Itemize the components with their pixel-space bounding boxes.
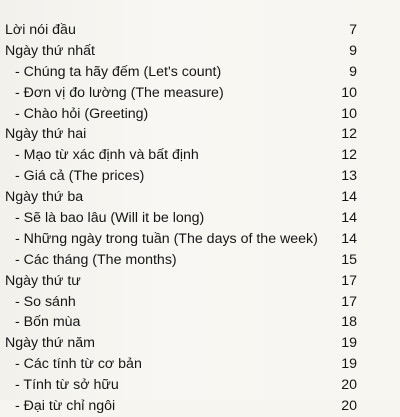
- toc-page-number: 9: [349, 42, 357, 59]
- toc-entry-title: - Các tháng (The months): [15, 251, 177, 268]
- toc-page-number: 14: [341, 189, 357, 206]
- toc-page-number: 7: [349, 22, 357, 38]
- toc-entry-title: Ngày thứ năm: [5, 335, 95, 352]
- toc-entry-title: - Mạo từ xác định và bất định: [15, 147, 199, 164]
- toc-page-number: 20: [341, 398, 357, 415]
- toc-entry-title: - Bốn mùa: [15, 314, 81, 331]
- table-of-contents: [5, 10, 357, 417]
- toc-page-number: 10: [341, 84, 357, 101]
- toc-page-number: 15: [341, 251, 357, 268]
- toc-entry-title: Ngày thứ ba: [5, 189, 84, 206]
- toc-chapter: [5, 187, 357, 208]
- toc-subentry: [5, 166, 357, 187]
- toc-subentry: [5, 354, 357, 375]
- toc-entry-title: Ngày thứ tư: [5, 272, 81, 289]
- toc-entry-title: - Các tính từ cơ bản: [15, 356, 142, 373]
- toc-subentry: [5, 375, 357, 396]
- toc-entry-title: - So sánh: [15, 293, 76, 310]
- toc-subentry: [5, 104, 357, 125]
- toc-entry-title: - Những ngày trong tuần (The days of the week): [15, 230, 318, 247]
- toc-page-number: 12: [341, 147, 357, 164]
- toc-entry-title: Ngày thứ nhất: [5, 42, 95, 59]
- toc-page-number: 20: [341, 377, 357, 394]
- toc-subentry: [5, 229, 357, 250]
- toc-subentry: [5, 250, 357, 271]
- toc-chapter: [5, 124, 357, 145]
- toc-entry-title: - Tính từ sở hữu: [15, 377, 119, 394]
- toc-page-number: 12: [341, 126, 357, 143]
- toc-subentry: [5, 208, 357, 229]
- toc-page-number: 17: [341, 272, 357, 289]
- toc-entry-title: - Đại từ chỉ ngôi: [15, 398, 116, 415]
- toc-subentry: [5, 145, 357, 166]
- toc-chapter: [5, 333, 357, 354]
- toc-subentry: [5, 312, 357, 333]
- toc-subentry: [5, 62, 357, 83]
- toc-entry-title: - Chào hỏi (Greeting): [15, 105, 149, 122]
- toc-entry-title: - Chúng ta hãy đếm (Let's count): [15, 63, 222, 80]
- toc-entry-title: Ngày thứ hai: [5, 126, 87, 143]
- toc-subentry: [5, 83, 357, 104]
- toc-page-number: 13: [341, 168, 357, 185]
- toc-page-number: 18: [341, 314, 357, 331]
- toc-entry-title: Lời nói đầu: [5, 22, 76, 38]
- toc-page-number: 19: [341, 356, 357, 373]
- toc-chapter: [5, 20, 357, 41]
- toc-page-number: 10: [341, 105, 357, 122]
- toc-entry-title: - Đơn vị đo lường (The measure): [15, 84, 224, 101]
- toc-page-number: 14: [341, 230, 357, 247]
- toc-page-number: 19: [341, 335, 357, 352]
- toc-page-number: 9: [349, 63, 357, 80]
- toc-page-number: 14: [341, 210, 357, 227]
- toc-page-number: 17: [341, 293, 357, 310]
- toc-entry-title: - Sẽ là bao lâu (Will it be long): [15, 210, 205, 227]
- toc-entry-title: - Giá cả (The prices): [15, 168, 145, 185]
- toc-chapter: [5, 41, 357, 62]
- toc-chapter: [5, 271, 357, 292]
- toc-subentry: [5, 396, 357, 417]
- toc-subentry: [5, 292, 357, 313]
